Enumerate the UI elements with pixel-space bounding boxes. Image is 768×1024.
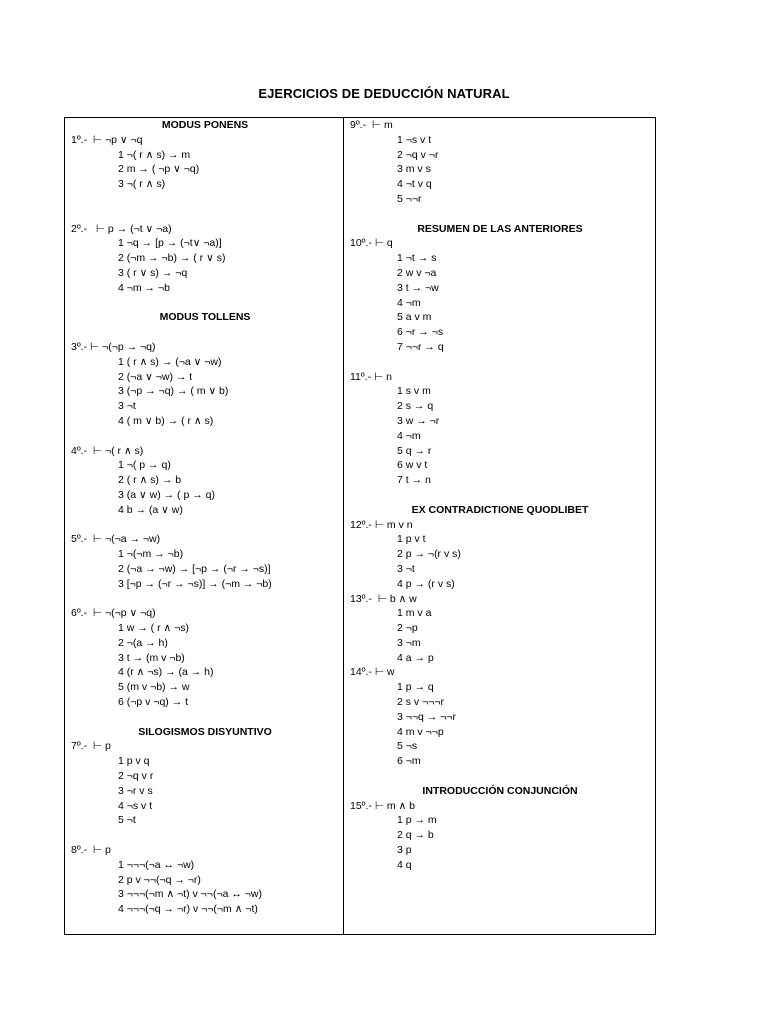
premise-line: 4 ¬¬¬(¬q → ¬r) v ¬¬(¬m ∧ ¬t) bbox=[118, 903, 258, 916]
premise-line: 6 w v t bbox=[397, 459, 428, 472]
exercises-table bbox=[64, 117, 656, 935]
premise-line: 1 ¬( r ∧ s) → m bbox=[118, 148, 191, 161]
premise-line: 1 ¬(¬m → ¬b) bbox=[118, 548, 184, 561]
premise-line: 1 w → ( r ∧ ¬s) bbox=[118, 622, 189, 635]
premise-line: 3 ¬t bbox=[118, 400, 136, 413]
premise-line: 3 p bbox=[397, 844, 412, 857]
exercise-conclusion: 14º.- ⊢ w bbox=[350, 666, 395, 679]
exercise-conclusion: 10º.- ⊢ q bbox=[350, 237, 393, 250]
premise-line: 6 ¬r → ¬s bbox=[397, 326, 444, 339]
premise-line: 4 ¬m → ¬b bbox=[118, 281, 170, 294]
exercise-conclusion: 15º.- ⊢ m ∧ b bbox=[350, 799, 416, 812]
exercise-block bbox=[350, 370, 650, 488]
left-column bbox=[71, 118, 339, 917]
spacer bbox=[350, 355, 650, 370]
premise-line: 1 ¬t → s bbox=[397, 252, 437, 265]
premise-line: 4 ¬m bbox=[397, 296, 421, 309]
premise-line: 3 ¬t bbox=[397, 562, 415, 575]
premise-line: 3 ¬m bbox=[397, 636, 421, 649]
exercise-block bbox=[71, 133, 339, 192]
premise-line: 2 ¬q v r bbox=[118, 770, 154, 783]
section-title: MODUS PONENS bbox=[161, 119, 249, 131]
exercise-block bbox=[350, 592, 650, 666]
premise-line: 1 p → m bbox=[397, 814, 437, 827]
premise-line: 2 (¬m → ¬b) → ( r ∨ s) bbox=[118, 252, 226, 265]
spacer bbox=[71, 828, 339, 843]
exercise-conclusion: 11º.- ⊢ n bbox=[350, 370, 392, 383]
spacer bbox=[350, 488, 650, 503]
premise-line: 5 ¬¬r bbox=[397, 192, 422, 205]
premise-line: 2 m → ( ¬p ∨ ¬q) bbox=[118, 163, 200, 176]
exercise-conclusion: 8º.- ⊢ p bbox=[71, 844, 111, 857]
premise-line: 3 t → (m v ¬b) bbox=[118, 651, 185, 664]
premise-line: 4 b → (a ∨ w) bbox=[118, 503, 183, 516]
exercise-block bbox=[350, 799, 650, 873]
premise-line: 2 w v ¬a bbox=[397, 266, 437, 279]
premise-line: 2 ¬(a → h) bbox=[118, 636, 168, 649]
section-title: RESUMEN DE LAS ANTERIORES bbox=[417, 222, 583, 235]
premise-line: 3 ¬¬q → ¬¬r bbox=[397, 710, 456, 723]
premise-line: 4 ¬m bbox=[397, 429, 421, 442]
premise-line: 2 ( r ∧ s) → b bbox=[118, 474, 182, 487]
premise-line: 3 ¬r v s bbox=[118, 784, 153, 797]
premise-line: 3 (a ∨ w) → ( p → q) bbox=[118, 488, 215, 501]
exercise-conclusion: 1º.- ⊢ ¬p ∨ ¬q bbox=[71, 133, 143, 146]
premise-line: 4 p → (r v s) bbox=[397, 577, 455, 590]
spacer bbox=[71, 518, 339, 533]
exercise-conclusion: 5º.- ⊢ ¬(¬a → ¬w) bbox=[71, 533, 161, 546]
exercise-conclusion: 9º.- ⊢ m bbox=[350, 119, 393, 131]
premise-line: 1 p v t bbox=[397, 533, 426, 546]
spacer bbox=[350, 769, 650, 784]
premise-line: 3 [¬p → (¬r → ¬s)] → (¬m → ¬b) bbox=[118, 577, 272, 590]
section-title: INTRODUCCIÓN CONJUNCIÓN bbox=[422, 784, 578, 797]
exercise-block bbox=[71, 532, 339, 591]
exercise-block bbox=[350, 236, 650, 354]
exercise-block bbox=[71, 222, 339, 296]
exercise-conclusion: 7º.- ⊢ p bbox=[71, 740, 111, 753]
premise-line: 3 t → ¬w bbox=[397, 281, 439, 294]
spacer bbox=[71, 192, 339, 222]
spacer bbox=[71, 710, 339, 725]
exercise-block bbox=[350, 118, 650, 207]
premise-line: 5 ¬t bbox=[118, 814, 136, 827]
premise-line: 7 t → n bbox=[397, 474, 431, 487]
premise-line: 5 q → r bbox=[397, 444, 432, 457]
exercise-block bbox=[350, 665, 650, 769]
premise-line: 3 ¬( r ∧ s) bbox=[118, 178, 166, 191]
premise-line: 1 p v q bbox=[118, 755, 150, 768]
premise-line: 7 ¬¬r → q bbox=[397, 340, 444, 353]
premise-line: 2 p → ¬(r v s) bbox=[397, 548, 461, 561]
premise-line: 2 (¬a ∨ ¬w) → t bbox=[118, 370, 193, 383]
exercise-block bbox=[71, 739, 339, 828]
premise-line: 4 a → p bbox=[397, 651, 434, 664]
premise-line: 3 ¬¬¬(¬m ∧ ¬t) v ¬¬(¬a ↔ ¬w) bbox=[118, 888, 262, 901]
premise-line: 4 ( m ∨ b) → ( r ∧ s) bbox=[118, 414, 214, 427]
column-divider bbox=[343, 118, 344, 934]
premise-line: 1 ¬s v t bbox=[397, 133, 432, 146]
spacer bbox=[71, 325, 339, 340]
right-column bbox=[350, 118, 650, 873]
document-title: EJERCICIOS DE DEDUCCIÓN NATURAL bbox=[258, 86, 510, 101]
premise-line: 4 (r ∧ ¬s) → (a → h) bbox=[118, 666, 214, 679]
exercise-block bbox=[71, 843, 339, 917]
exercise-block bbox=[71, 606, 339, 710]
premise-line: 4 ¬s v t bbox=[118, 799, 153, 812]
premise-line: 4 m v ¬¬p bbox=[397, 725, 444, 738]
premise-line: 5 a v m bbox=[397, 311, 432, 324]
premise-line: 2 s → q bbox=[397, 400, 434, 413]
premise-line: 2 q → b bbox=[397, 829, 434, 842]
exercise-conclusion: 2º.- ⊢ p → (¬t ∨ ¬a) bbox=[71, 222, 172, 235]
premise-line: 5 ¬s bbox=[397, 740, 418, 753]
exercise-block bbox=[71, 444, 339, 518]
section-title: SILOGISMOS DISYUNTIVO bbox=[138, 725, 272, 738]
section-title: MODUS TOLLENS bbox=[159, 311, 251, 324]
premise-line: 2 ¬q v ¬r bbox=[397, 148, 439, 161]
premise-line: 2 p v ¬¬(¬q → ¬r) bbox=[118, 873, 201, 886]
premise-line: 4 ¬t v q bbox=[397, 178, 432, 191]
exercise-conclusion: 13º.- ⊢ b ∧ w bbox=[350, 592, 417, 605]
section-title: EX CONTRADICTIONE QUODLIBET bbox=[411, 503, 589, 516]
exercise-conclusion: 12º.- ⊢ m v n bbox=[350, 518, 413, 531]
exercise-block bbox=[350, 518, 650, 592]
premise-line: 1 ¬( p → q) bbox=[118, 459, 171, 472]
premise-line: 1 p → q bbox=[397, 681, 434, 694]
premise-line: 2 ¬p bbox=[397, 622, 418, 635]
premise-line: 2 s v ¬¬¬r bbox=[397, 696, 444, 709]
exercise-block bbox=[71, 340, 339, 429]
premise-line: 1 m v a bbox=[397, 607, 432, 620]
exercise-conclusion: 3º.- ⊢ ¬(¬p → ¬q) bbox=[71, 340, 156, 353]
premise-line: 1 ( r ∧ s) → (¬a ∨ ¬w) bbox=[118, 355, 222, 368]
premise-line: 1 s v m bbox=[397, 385, 431, 398]
premise-line: 2 (¬a → ¬w) → [¬p → (¬r → ¬s)] bbox=[118, 562, 271, 575]
premise-line: 3 w → ¬r bbox=[397, 414, 440, 427]
premise-line: 6 (¬p v ¬q) → t bbox=[118, 696, 189, 709]
exercise-conclusion: 6º.- ⊢ ¬(¬p ∨ ¬q) bbox=[71, 607, 156, 620]
spacer bbox=[350, 207, 650, 222]
premise-line: 3 m v s bbox=[397, 163, 431, 176]
premise-line: 6 ¬m bbox=[397, 755, 421, 768]
premise-line: 3 ( r ∨ s) → ¬q bbox=[118, 266, 188, 279]
premise-line: 4 q bbox=[397, 858, 412, 871]
premise-line: 1 ¬q → [p → (¬t∨ ¬a)] bbox=[118, 237, 222, 250]
spacer bbox=[71, 296, 339, 311]
premise-line: 5 (m v ¬b) → w bbox=[118, 681, 190, 694]
premise-line: 3 (¬p → ¬q) → ( m ∨ b) bbox=[118, 385, 229, 398]
spacer bbox=[71, 592, 339, 607]
exercise-conclusion: 4º.- ⊢ ¬( r ∧ s) bbox=[71, 444, 144, 457]
spacer bbox=[71, 429, 339, 444]
premise-line: 1 ¬¬¬(¬a ↔ ¬w) bbox=[118, 858, 195, 871]
